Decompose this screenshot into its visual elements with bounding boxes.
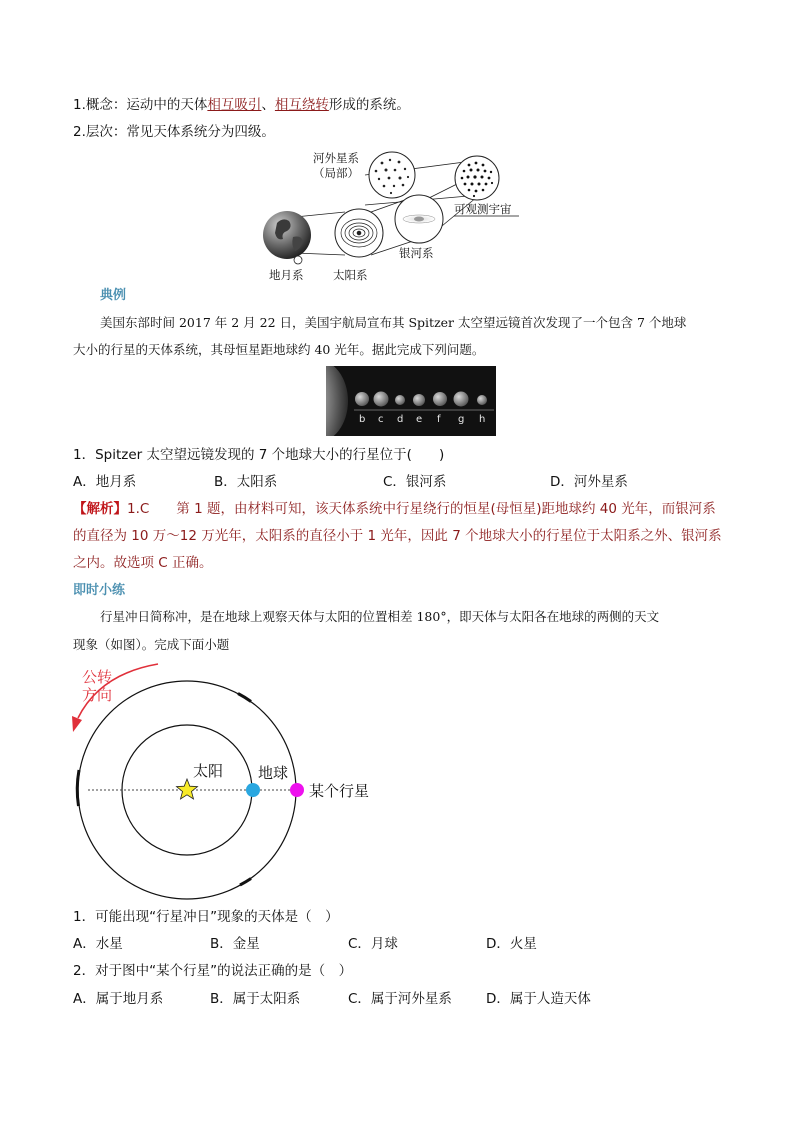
planet-f bbox=[433, 392, 447, 406]
example-option-d: D．河外星系 bbox=[550, 474, 628, 490]
example-passage-1: 美国东部时间 2017 年 2 月 22 日，美国宇航局宣布其 Spitzer 太空望远镜首次发现了一个包含 7 个地球 bbox=[100, 315, 687, 330]
concept-sep: 、 bbox=[261, 97, 275, 113]
solar-system-icon bbox=[335, 209, 383, 257]
planet-letter-h: h bbox=[479, 414, 486, 425]
practice-q1-option-d: D．火星 bbox=[486, 936, 537, 952]
analysis-line-3: 之内。故选项 C 正确。 bbox=[73, 555, 213, 571]
practice-q1-option-c: C．月球 bbox=[348, 936, 398, 952]
planet-dot bbox=[290, 783, 304, 797]
celestial-hierarchy-diagram bbox=[255, 145, 535, 285]
example-option-b: B．太阳系 bbox=[214, 474, 278, 490]
planet-h bbox=[477, 395, 487, 405]
planet-label: 某个行星 bbox=[309, 782, 370, 800]
practice-passage-1: 行星冲日简称冲，是在地球上观察天体与太阳的位置相差 180°，即天体与太阳各在地球的两侧的天文 bbox=[100, 609, 660, 624]
practice-q1-option-a: A．水星 bbox=[73, 936, 123, 952]
planet-letter-f: f bbox=[437, 414, 441, 425]
opposition-orbit-diagram bbox=[60, 660, 390, 900]
galaxy-cluster-icon bbox=[369, 152, 415, 198]
sun-icon bbox=[177, 779, 198, 799]
earth-moon-label: 地月系 bbox=[269, 268, 304, 282]
practice-q2: 2．对于图中“某个行星”的说法正确的是（ ） bbox=[73, 963, 353, 979]
universe-label: 可观测宇宙 bbox=[454, 202, 512, 216]
earth-dot bbox=[246, 783, 260, 797]
planet-letter-c: c bbox=[378, 414, 384, 425]
concept-suffix: 形成的系统。 bbox=[328, 97, 410, 113]
planet-letter-b: b bbox=[359, 414, 366, 425]
observable-universe-icon bbox=[455, 156, 499, 200]
planet-letter-e: e bbox=[416, 414, 423, 425]
practice-heading: 即时小练 bbox=[73, 583, 126, 598]
example-heading: 典例 bbox=[100, 288, 127, 303]
planet-letter-g: g bbox=[458, 414, 465, 425]
planet-c bbox=[374, 392, 389, 407]
planet-b bbox=[355, 392, 369, 406]
example-option-c: C．银河系 bbox=[383, 474, 447, 490]
analysis-text-1: 1.C 第 1 题，由材料可知，该天体系统中行星绕行的恒星(母恒星)距地球约 40 光年，而银河系 bbox=[127, 501, 716, 517]
milky-way-label: 银河系 bbox=[399, 246, 434, 260]
earth-globe-icon bbox=[263, 211, 311, 259]
trappist-planets-image bbox=[326, 366, 496, 436]
sun-label: 太阳 bbox=[193, 762, 224, 780]
levels-line: 2.层次：常见天体系统分为四级。 bbox=[73, 124, 275, 140]
example-passage-2: 大小的行星的天体系统，其母恒星距地球约 40 光年。据此完成下列问题。 bbox=[73, 342, 485, 357]
milky-way-icon bbox=[395, 195, 443, 243]
planet-d bbox=[395, 395, 405, 405]
analysis-line-1 bbox=[73, 499, 716, 519]
planet-e bbox=[413, 394, 425, 406]
concept-line bbox=[73, 95, 410, 115]
example-question: 1．Spitzer 太空望远镜发现的 7 个地球大小的行星位于( ) bbox=[73, 447, 445, 463]
direction-label-2: 方向 bbox=[82, 686, 113, 704]
solar-system-label: 太阳系 bbox=[333, 268, 368, 282]
practice-q2-option-d: D．属于人造天体 bbox=[486, 991, 591, 1007]
planet-g bbox=[454, 392, 469, 407]
concept-term-orbit: 相互绕转 bbox=[274, 97, 329, 113]
earth-label: 地球 bbox=[258, 764, 289, 782]
concept-term-attract: 相互吸引 bbox=[207, 97, 262, 113]
planet-letter-d: d bbox=[397, 414, 404, 425]
practice-q2-option-b: B．属于太阳系 bbox=[210, 991, 301, 1007]
galaxies-label: 河外星系 bbox=[313, 151, 359, 165]
galaxies-sublabel: （局部） bbox=[313, 166, 359, 180]
analysis-line-2: 的直径为 10 万～12 万光年，太阳系的直径小于 1 光年，因此 7 个地球大小的行星位于太阳系之外、银河系 bbox=[73, 528, 722, 544]
moon-icon bbox=[294, 256, 302, 264]
practice-passage-2: 现象（如图）。完成下面小题 bbox=[73, 637, 230, 652]
practice-q2-option-c: C．属于河外星系 bbox=[348, 991, 452, 1007]
practice-q1: 1．可能出现“行星冲日”现象的天体是（ ） bbox=[73, 909, 339, 925]
practice-q2-option-a: A．属于地月系 bbox=[73, 991, 164, 1007]
concept-prefix: 1.概念：运动中的天体 bbox=[73, 97, 208, 113]
example-option-a: A．地月系 bbox=[73, 474, 137, 490]
direction-label-1: 公转 bbox=[82, 668, 113, 686]
analysis-tag: 【解析】 bbox=[73, 501, 127, 517]
practice-q1-option-b: B．金星 bbox=[210, 936, 260, 952]
